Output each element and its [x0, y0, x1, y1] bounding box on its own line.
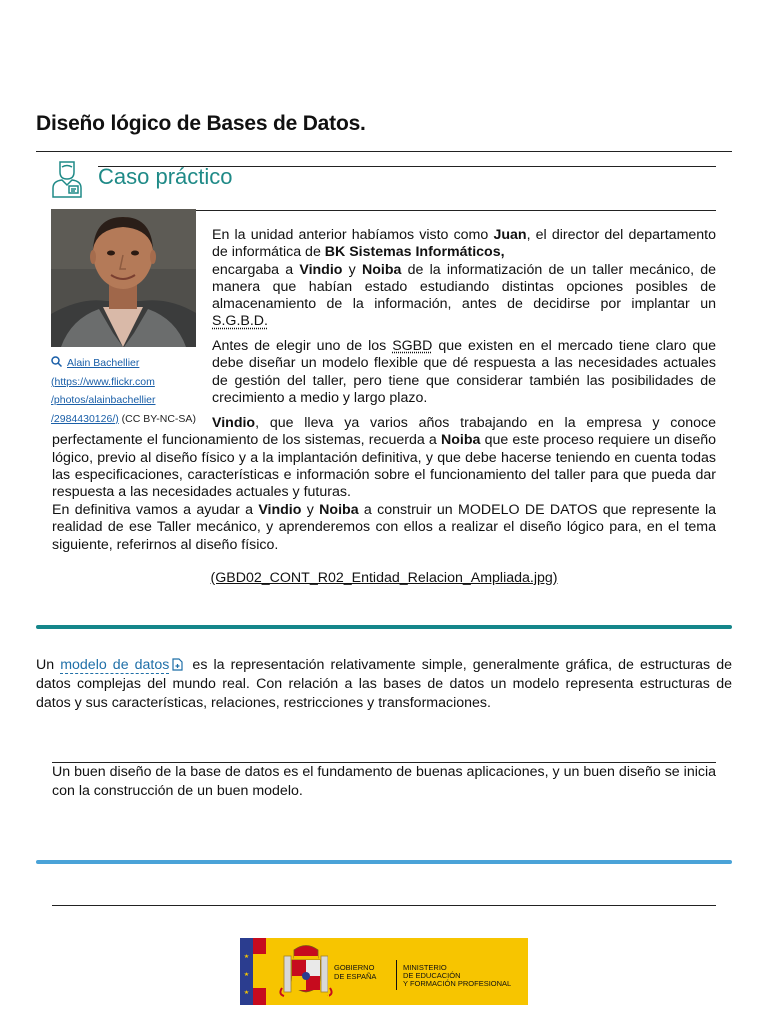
ministerio-line-2: DE EDUCACIÓN	[403, 971, 461, 980]
caso-paragraph-2: Antes de elegir uno de los SGBD que existen en el mercado tiene claro que debe diseñar un modelo flexible que dé respuesta a las necesidades actuales de gestión del taller, pero tiene que considerar también las posibilidades de crecimiento a medio y largo plazo.	[212, 338, 717, 406]
section-divider-blue	[36, 860, 732, 864]
credit-url-line2[interactable]: /photos/alainbachellier	[51, 394, 156, 406]
search-icon	[51, 356, 62, 367]
image-caption-link[interactable]: (GBD02_CONT_R02_Entidad_Relacion_Ampliada.jpg)	[210, 570, 558, 586]
user-document-icon	[50, 159, 86, 199]
caso-bottom-rule	[196, 210, 716, 211]
title-divider	[36, 151, 732, 152]
sgbd-abbr-2[interactable]: SGBD	[392, 338, 433, 354]
gobierno-line-1: GOBIERNO	[334, 963, 375, 972]
credit-url-line1[interactable]: (https://www.flickr.com	[51, 375, 155, 388]
government-logo	[240, 938, 528, 1005]
sgbd-abbr[interactable]: S.G.B.D.	[212, 313, 268, 330]
definition-paragraph: Un modelo de datos es la representación relativamente simple, generalmente gráfica, de estructuras de datos complejas del mundo real. Con relación a las bases de datos un modelo representa estructuras de datos y sus características, relaciones, restricciones y transformaciones.	[36, 657, 732, 711]
note-paragraph: Un buen diseño de la base de datos es el fundamento de buenas aplicaciones, y un buen diseño se inicia con la construcción de un buen modelo.	[52, 764, 716, 799]
caso-paragraph-1: En la unidad anterior habíamos visto como Juan, el director del departamento de informática de BK Sistemas Informáticos, encargaba a Vindio y Noiba de la informatización de un taller mecánico, de manera que habían estado estudiando distintas opciones posibles de almacenamiento de la información, antes de decidirse por implantar un S.G.B.D.	[212, 227, 717, 330]
credit-url-line3[interactable]: /2984430126/)	[51, 412, 119, 425]
glossary-doc-icon[interactable]	[172, 658, 183, 671]
modelo-de-datos-link[interactable]: modelo de datos	[60, 657, 170, 673]
gobierno-line-2: DE ESPAÑA	[334, 972, 377, 981]
caso-practico-heading: Caso práctico	[98, 164, 233, 189]
portrait-photo	[51, 209, 196, 347]
ministerio-line-1: MINISTERIO	[403, 963, 447, 972]
page-title: Diseño lógico de Bases de Datos.	[36, 112, 366, 135]
credit-license: (CC BY-NC-SA)	[118, 412, 196, 425]
ministerio-line-3: Y FORMACIÓN PROFESIONAL	[403, 979, 512, 988]
caso-paragraph-4: En definitiva vamos a ayudar a Vindio y Noiba a construir un MODELO DE DATOS que represente la realidad de ese Taller mecánico, y aprenderemos con ellos a realizar el diseño lógico para, en el tema siguiente, referirnos al diseño físico.	[52, 502, 716, 553]
section-divider-teal	[36, 625, 732, 629]
credit-author-link[interactable]: Alain Bachellier	[67, 357, 140, 369]
caso-paragraph-3: Vindio, que lleva ya varios años trabajando en la empresa y conoce perfectamente el funcionamiento de los sistemas, recuerda a Noiba que este proceso requiere un diseño lógico, previo al diseño físico y a la implantación definitiva, y que debe hacerse teniendo en cuenta todas las especificaciones, características e información sobre el funcionamiento del taller para que pueda dar respuesta a las necesidades actuales y futuras.	[52, 415, 716, 501]
footer-rule	[52, 905, 716, 906]
